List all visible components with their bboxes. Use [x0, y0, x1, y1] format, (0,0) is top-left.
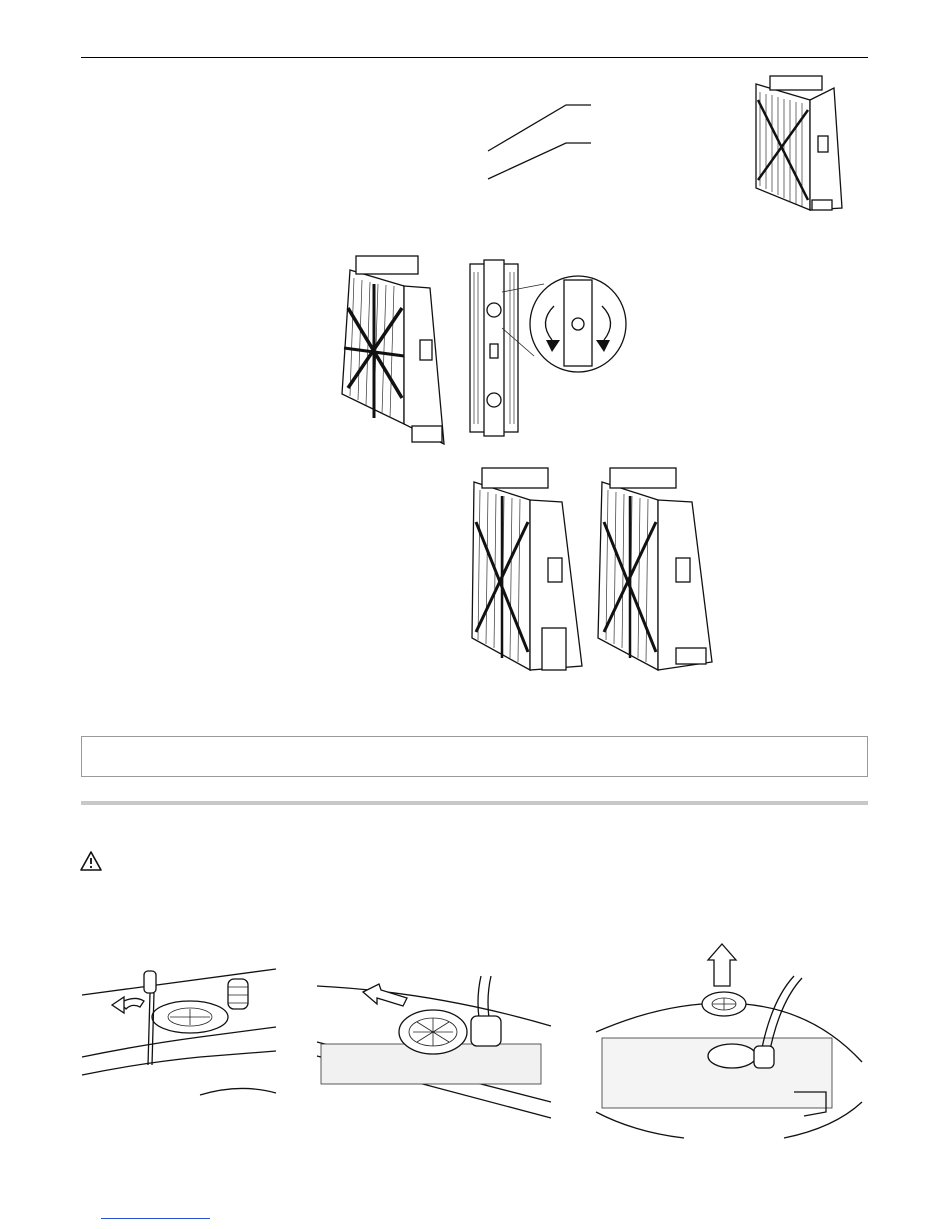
filter-cartridges-icon: [466, 462, 722, 682]
warning-triangle-icon: [80, 850, 102, 872]
arrow-up-icon: [594, 942, 866, 1142]
filter-latch-detail-icon: [332, 248, 632, 453]
header-rule: [81, 57, 868, 58]
arrow-slide-icon: [315, 972, 557, 1122]
callout-lines: [480, 95, 600, 185]
screwdriver-icon: [80, 965, 280, 1105]
section-separator: [81, 801, 868, 805]
filter-cartridge-icon: [748, 70, 848, 220]
note-box: [81, 736, 868, 777]
footer-link-underline[interactable]: [101, 1218, 210, 1219]
